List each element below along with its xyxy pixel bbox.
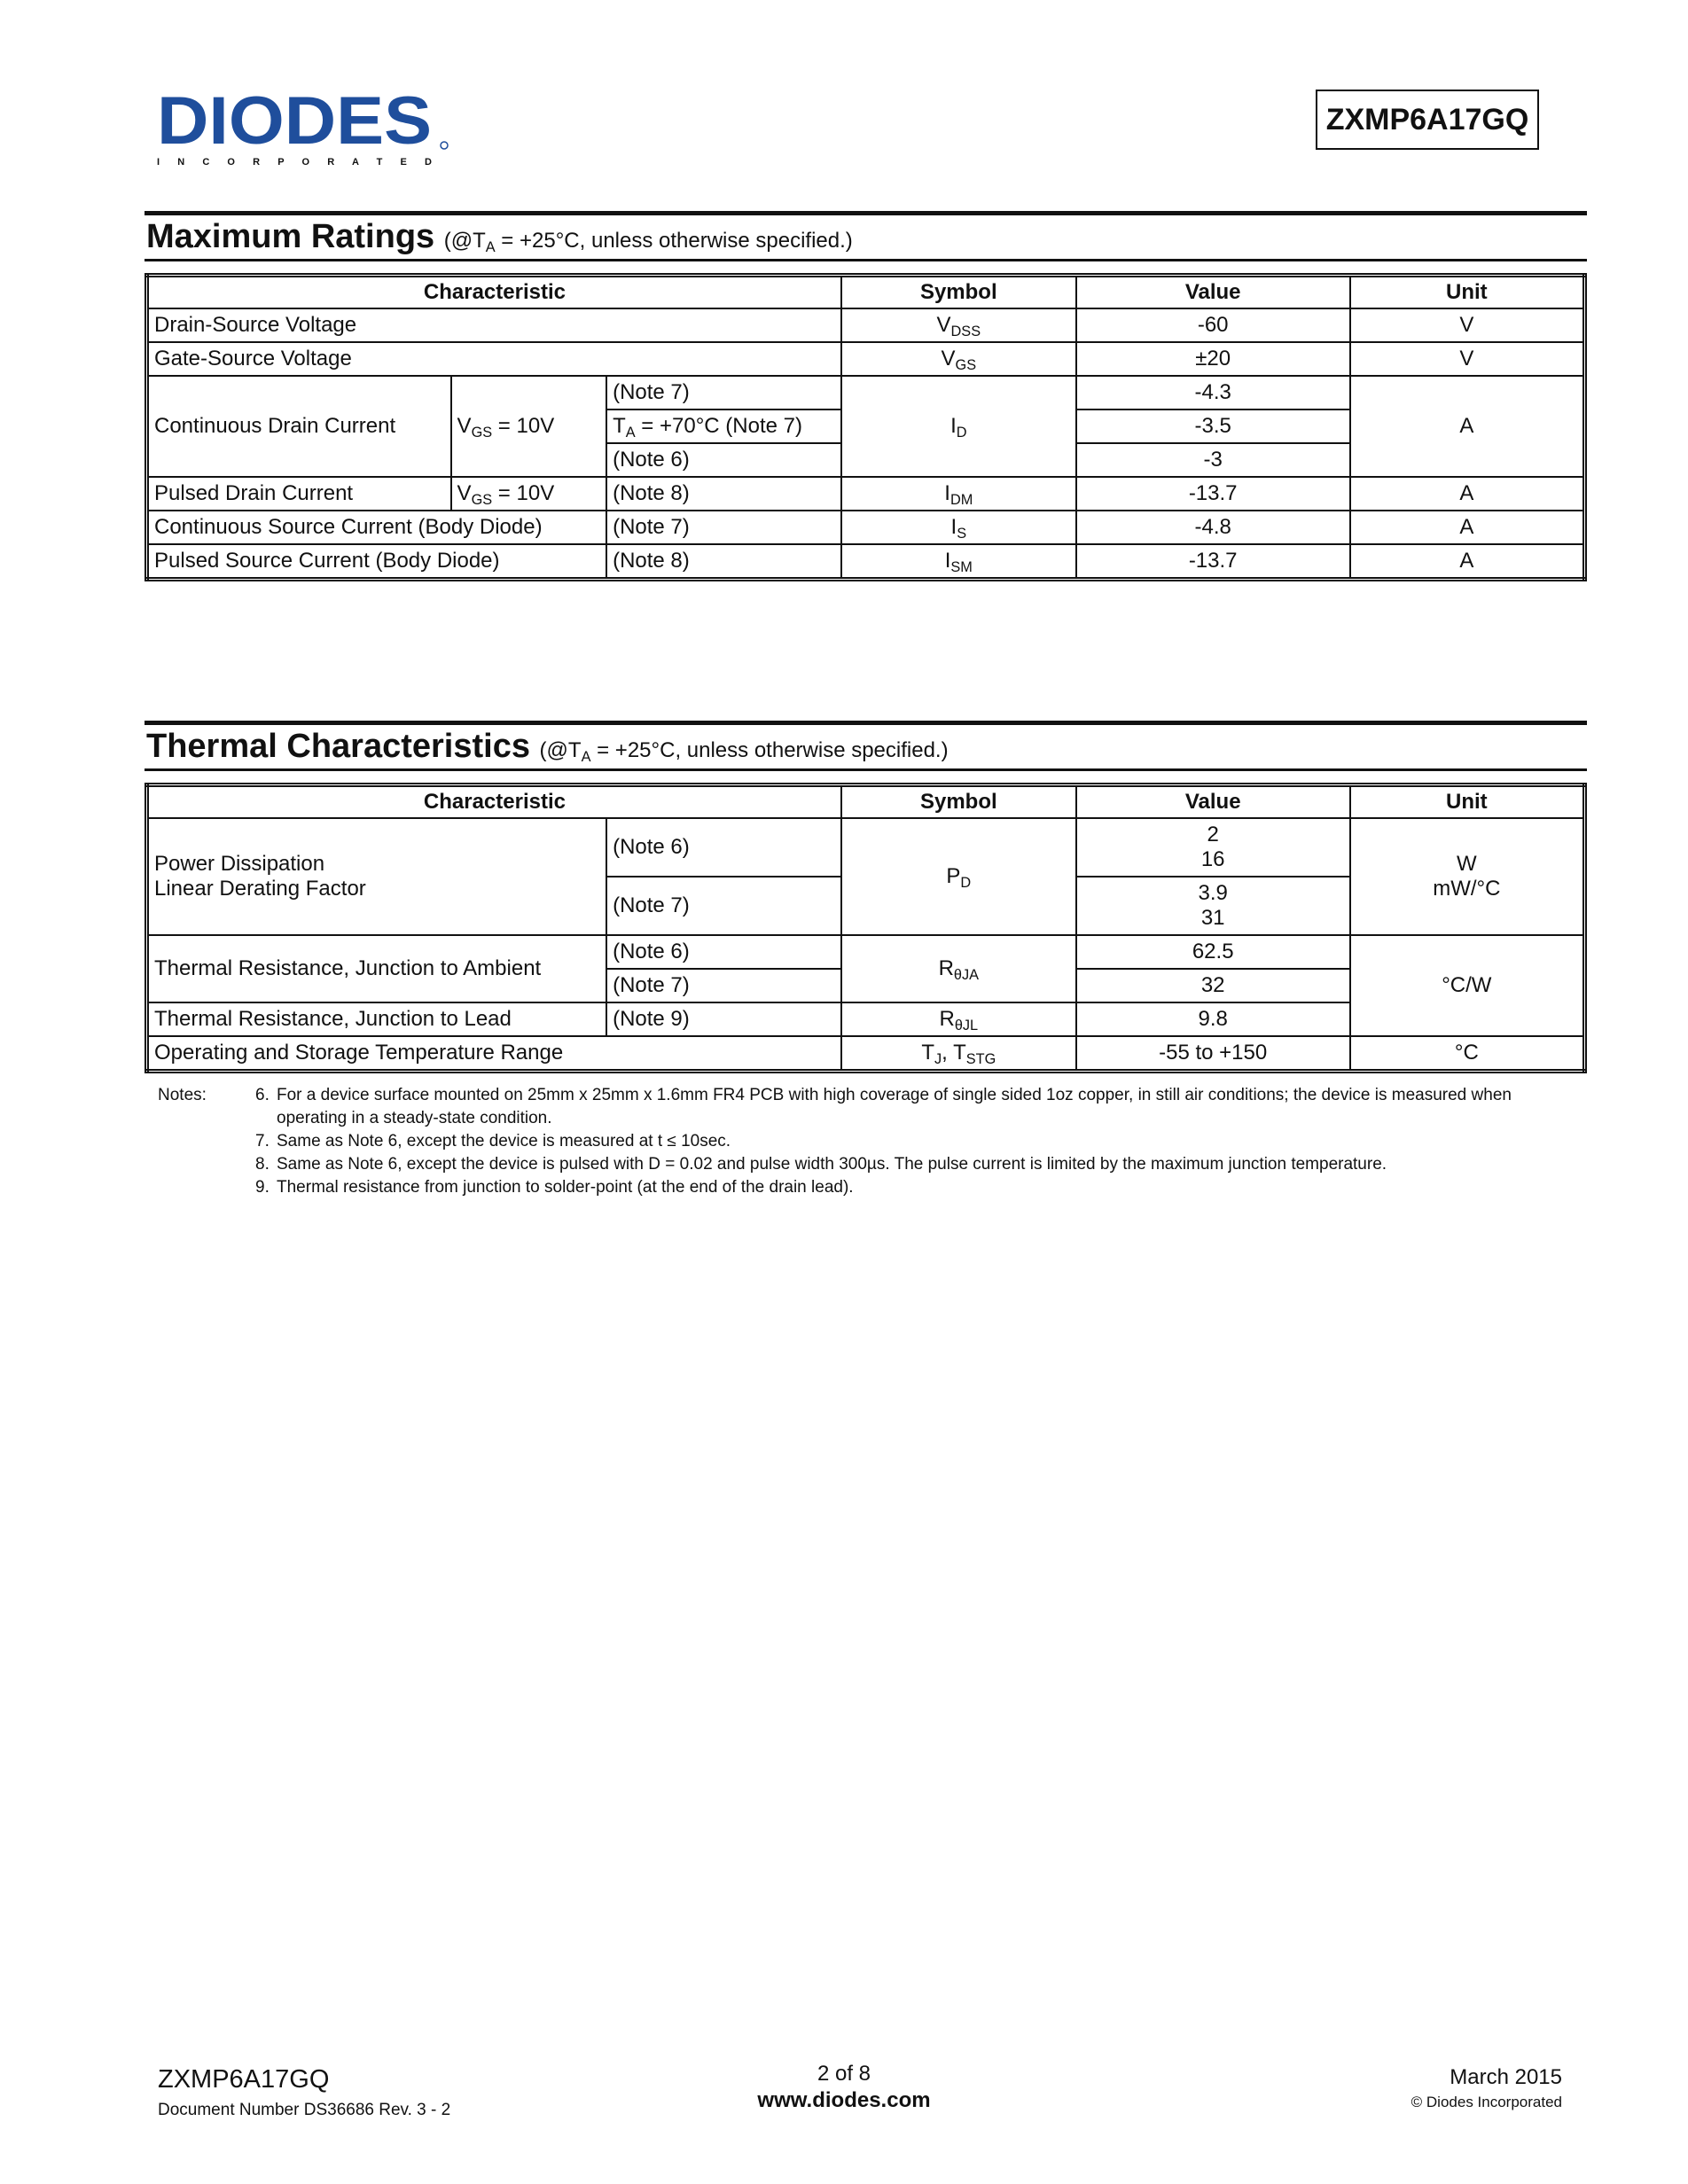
header-value: Value xyxy=(1076,785,1350,819)
note-item xyxy=(158,1176,1559,1199)
note-cell: (Note 9) xyxy=(606,1002,841,1036)
max-ratings-condition: ($@T_A = +25^\circ C$, unless otherwise specified.) xyxy=(443,229,853,255)
value-cell: 2 16 xyxy=(1076,818,1350,877)
char-cell: Power Dissipation Linear Derating Factor xyxy=(147,818,607,935)
thermal-title: Thermal Characteristics ($@T_A = +25^\circ C$, unless otherwise specified.) xyxy=(146,728,949,765)
note-number: 8. xyxy=(255,1155,270,1174)
max-ratings-table xyxy=(145,273,1587,581)
logo-wordmark: DIODES xyxy=(157,89,432,159)
char-cell: Pulsed Source Current (Body Diode) xyxy=(147,544,607,580)
char-cell: Continuous Drain Current xyxy=(147,376,451,477)
header-characteristic: Characteristic xyxy=(147,276,841,309)
condition-cell: $V_{GS} = 10V$ xyxy=(451,477,607,511)
table-row xyxy=(147,544,1585,580)
section-rule-top xyxy=(145,211,1587,215)
note-number: 6. xyxy=(255,1086,270,1104)
table-row xyxy=(147,935,1585,969)
table-row xyxy=(147,477,1585,511)
table-row xyxy=(147,818,1585,877)
note-item xyxy=(158,1130,1559,1153)
table-row xyxy=(147,342,1585,376)
section-rule-top xyxy=(145,721,1587,725)
symbol-cell: $I_S$ xyxy=(841,511,1076,544)
symbol-cell: $I_{DM}$ xyxy=(841,477,1076,511)
symbol-cell: $I_{SM}$ xyxy=(841,544,1076,580)
footer-website-link[interactable]: www.diodes.com xyxy=(757,2088,931,2112)
note-cell: (Note 7) xyxy=(606,511,841,544)
unit-cell: V xyxy=(1350,308,1585,342)
unit-cell: A xyxy=(1350,544,1585,580)
value-cell: 62.5 xyxy=(1076,935,1350,969)
note-text: Same as Note 6, except the device is measured at t ≤ 10sec. xyxy=(277,1132,731,1150)
table-row xyxy=(147,376,1585,410)
symbol-cell: $P_D$ xyxy=(841,818,1076,935)
table-row xyxy=(147,1036,1585,1072)
table-row xyxy=(147,511,1585,544)
footer-page-number: 2 of 8 xyxy=(817,2062,871,2086)
thermal-condition: ($@T_A = +25^\circ C$, unless otherwise specified.) xyxy=(539,738,949,765)
value-cell: -4.3 xyxy=(1076,376,1350,410)
notes-block xyxy=(158,1084,1559,1199)
note-cell: (Note 7) xyxy=(606,376,841,410)
note-text: Same as Note 6, except the device is pulsed with D = 0.02 and pulse width 300µs. The pulse current is limited by the maximum junction temperature. xyxy=(277,1155,1387,1174)
note-number: 9. xyxy=(255,1178,270,1197)
note-text: Thermal resistance from junction to solder-point (at the end of the drain lead). xyxy=(277,1178,854,1197)
char-cell: Drain-Source Voltage xyxy=(147,308,841,342)
note-cell: (Note 8) xyxy=(606,477,841,511)
value-cell: -3 xyxy=(1076,443,1350,477)
note-cell: (Note 8) xyxy=(606,544,841,580)
unit-cell: V xyxy=(1350,342,1585,376)
unit-cell: A xyxy=(1350,511,1585,544)
table-header-row xyxy=(147,785,1585,819)
value-cell: -13.7 xyxy=(1076,544,1350,580)
table-header-row xyxy=(147,276,1585,309)
part-number-box xyxy=(1316,90,1539,150)
value-cell: ±20 xyxy=(1076,342,1350,376)
unit-cell: °C/W xyxy=(1350,935,1585,1036)
symbol-cell: $R_{\theta JL}$ xyxy=(841,1002,1076,1036)
table-row xyxy=(147,308,1585,342)
value-cell: -3.5 xyxy=(1076,410,1350,443)
footer-date: March 2015 xyxy=(1450,2065,1562,2089)
header-symbol: Symbol xyxy=(841,276,1076,309)
char-cell: Thermal Resistance, Junction to Ambient xyxy=(147,935,607,1002)
unit-cell: A xyxy=(1350,477,1585,511)
note-cell: (Note 6) xyxy=(606,443,841,477)
char-cell: Operating and Storage Temperature Range xyxy=(147,1036,841,1072)
note-cell: (Note 7) xyxy=(606,969,841,1002)
footer-part-number: ZXMP6A17GQ xyxy=(158,2065,330,2094)
note-cell: (Note 7) xyxy=(606,877,841,935)
symbol-cell: $T_J$, $T_{STG}$ xyxy=(841,1036,1076,1072)
value-cell: 32 xyxy=(1076,969,1350,1002)
value-cell: 9.8 xyxy=(1076,1002,1350,1036)
symbol-cell: $V_{GS}$ xyxy=(841,342,1076,376)
char-cell: Gate-Source Voltage xyxy=(147,342,841,376)
section-rule-bottom xyxy=(145,768,1587,771)
char-cell: Continuous Source Current (Body Diode) xyxy=(147,511,607,544)
unit-cell: A xyxy=(1350,376,1585,477)
header-symbol: Symbol xyxy=(841,785,1076,819)
note-number: 7. xyxy=(255,1132,270,1150)
logo-subtext: I N C O R P O R A T E D xyxy=(157,157,432,168)
header-unit: Unit xyxy=(1350,785,1585,819)
diodes-logo xyxy=(155,89,457,173)
notes-label: Notes: xyxy=(158,1086,207,1104)
unit-cell: °C xyxy=(1350,1036,1585,1072)
value-cell: -4.8 xyxy=(1076,511,1350,544)
value-cell: -60 xyxy=(1076,308,1350,342)
note-item xyxy=(158,1084,1559,1130)
symbol-cell: $R_{\theta JA}$ xyxy=(841,935,1076,1002)
char-cell: Pulsed Drain Current xyxy=(147,477,451,511)
value-cell: -13.7 xyxy=(1076,477,1350,511)
footer-copyright: © Diodes Incorporated xyxy=(1411,2094,1562,2110)
value-cell: -55 to +150 xyxy=(1076,1036,1350,1072)
thermal-table xyxy=(145,783,1587,1073)
part-number: ZXMP6A17GQ xyxy=(1325,102,1529,136)
note-cell: $T_A = +70^\circ C$ (Note 7) xyxy=(606,410,841,443)
section-rule-bottom xyxy=(145,259,1587,261)
note-cell: (Note 6) xyxy=(606,818,841,877)
header-characteristic: Characteristic xyxy=(147,785,841,819)
note-item xyxy=(158,1153,1559,1176)
footer-document-number: Document Number DS36686 Rev. 3 - 2 xyxy=(158,2101,451,2119)
condition-cell: $V_{GS} = 10V$ xyxy=(451,376,607,477)
note-cell: (Note 6) xyxy=(606,935,841,969)
symbol-cell: $V_{DSS}$ xyxy=(841,308,1076,342)
logo-registered-mark xyxy=(441,142,448,149)
header-unit: Unit xyxy=(1350,276,1585,309)
char-cell: Thermal Resistance, Junction to Lead xyxy=(147,1002,607,1036)
header-value: Value xyxy=(1076,276,1350,309)
symbol-cell: $I_D$ xyxy=(841,376,1076,477)
value-cell: 3.9 31 xyxy=(1076,877,1350,935)
max-ratings-title: Maximum Ratings ($@T_A = +25^\circ C$, unless otherwise specified.) xyxy=(146,218,853,255)
unit-cell: W mW/°C xyxy=(1350,818,1585,935)
note-text: For a device surface mounted on 25mm x 25mm x 1.6mm FR4 PCB with high coverage of single sided 1oz copper, in still air conditions; the device is measured when operating in a steady-state condition. xyxy=(277,1086,1512,1127)
